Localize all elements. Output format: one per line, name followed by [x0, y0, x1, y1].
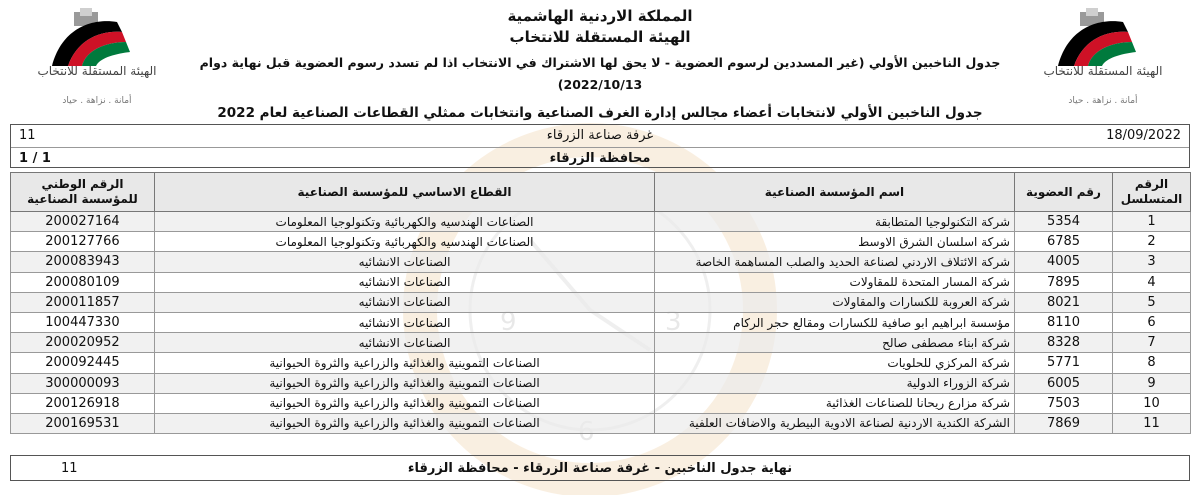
sector-cell: الصناعات التموينية والغذائية والزراعية والثروة الحيوانية: [155, 353, 655, 373]
table-row: [11, 292, 1191, 312]
sector-cell: الصناعات الانشائيه: [155, 272, 655, 292]
seq-cell: 6: [1113, 312, 1191, 332]
national-cell: 200127766: [11, 232, 155, 252]
logo-motto: أمانة . نزاهة . حياد: [62, 96, 132, 106]
seq-cell: 9: [1113, 373, 1191, 393]
commission-logo-right: [1028, 8, 1178, 113]
seq-cell: 11: [1113, 413, 1191, 433]
name-cell: شركة ابناء مصطفى صالح: [655, 333, 1015, 353]
logo-motto: أمانة . نزاهة . حياد: [1068, 96, 1138, 106]
seq-cell: 10: [1113, 393, 1191, 413]
table-row: [11, 252, 1191, 272]
header-sector: القطاع الاساسي للمؤسسة الصناعية: [155, 173, 655, 212]
membership-cell: 8021: [1015, 292, 1113, 312]
header-seq: الرقم المتسلسل: [1113, 173, 1191, 212]
table-row: [11, 333, 1191, 353]
name-cell: شركة المركزي للحلويات: [655, 353, 1015, 373]
commission-logo-left: [22, 8, 172, 113]
sector-cell: الصناعات الهندسيه والكهربائية وتكنولوجيا المعلومات: [155, 212, 655, 232]
national-cell: 200080109: [11, 272, 155, 292]
unpaid-note: جدول الناخبين الأولي (غير المسددين لرسوم العضوية - لا يحق لها الاشتراك في الانتخاب اذا لم تسدد رسوم العضوية قبل نهاية دوام 2022/10/13): [199, 55, 1001, 92]
print-date: 18/09/2022: [1106, 128, 1181, 143]
seq-cell: 5: [1113, 292, 1191, 312]
sector-cell: الصناعات الهندسيه والكهربائية وتكنولوجيا المعلومات: [155, 232, 655, 252]
sector-cell: الصناعات التموينية والغذائية والزراعية والثروة الحيوانية: [155, 393, 655, 413]
table-row: [11, 232, 1191, 252]
national-cell: 200126918: [11, 393, 155, 413]
ballot-box-flag-icon: [1028, 8, 1178, 68]
sector-cell: الصناعات الانشائيه: [155, 292, 655, 312]
name-cell: شركة الائتلاف الاردني لصناعة الحديد والصلب المساهمة الخاصة: [655, 252, 1015, 272]
national-cell: 100447330: [11, 312, 155, 332]
national-cell: 200083943: [11, 252, 155, 272]
name-cell: شركة مزارع ريحانا للصناعات الغذائية: [655, 393, 1015, 413]
name-cell: شركة العروبة للكسارات والمقاولات: [655, 292, 1015, 312]
chamber-name: غرفة صناعة الزرقاء: [546, 128, 654, 143]
logo-org-name: الهيئة المستقلة للانتخاب: [37, 64, 157, 78]
chamber-info-box: [10, 124, 1190, 168]
national-cell: 300000093: [11, 373, 155, 393]
table-footer: [10, 455, 1190, 481]
voters-table: [10, 172, 1191, 434]
table-row: [11, 272, 1191, 292]
sector-cell: الصناعات الانشائيه: [155, 252, 655, 272]
footer-text: نهاية جدول الناخبين - غرفة صناعة الزرقاء - محافظة الزرقاء: [407, 461, 793, 476]
membership-cell: 7503: [1015, 393, 1113, 413]
table-row: [11, 312, 1191, 332]
table-row: [11, 413, 1191, 433]
sector-cell: الصناعات الانشائيه: [155, 312, 655, 332]
ballot-box-flag-icon: [22, 8, 172, 68]
table-row: [11, 373, 1191, 393]
info-row-governorate: [11, 147, 1189, 170]
voter-count: 11: [19, 128, 36, 143]
seq-cell: 4: [1113, 272, 1191, 292]
membership-cell: 7869: [1015, 413, 1113, 433]
sector-cell: الصناعات التموينية والغذائية والزراعية والثروة الحيوانية: [155, 413, 655, 433]
name-cell: مؤسسة ابراهيم ابو صافية للكسارات ومقالع حجر الركام: [655, 312, 1015, 332]
membership-cell: 4005: [1015, 252, 1113, 272]
seq-cell: 7: [1113, 333, 1191, 353]
table-row: [11, 393, 1191, 413]
page-number: 1 / 1: [19, 151, 51, 166]
svg-text:3: 3: [665, 307, 682, 337]
kingdom-title: المملكة الاردنية الهاشمية: [507, 7, 693, 25]
national-cell: 200092445: [11, 353, 155, 373]
national-cell: 200011857: [11, 292, 155, 312]
membership-cell: 7895: [1015, 272, 1113, 292]
seq-cell: 8: [1113, 353, 1191, 373]
membership-cell: 8110: [1015, 312, 1113, 332]
sector-cell: الصناعات الانشائيه: [155, 333, 655, 353]
membership-cell: 8328: [1015, 333, 1113, 353]
commission-title: الهيئة المستقلة للانتخاب: [509, 28, 691, 46]
header-name: اسم المؤسسة الصناعية: [655, 173, 1015, 212]
header-membership: رقم العضوية: [1015, 173, 1113, 212]
seq-cell: 2: [1113, 232, 1191, 252]
national-cell: 200169531: [11, 413, 155, 433]
name-cell: الشركة الكندية الاردنية لصناعة الادوية البيطرية والاضافات العلفية: [655, 413, 1015, 433]
footer-count: 11: [61, 461, 78, 476]
name-cell: شركة التكنولوجيا المتطابقة: [655, 212, 1015, 232]
table-header-row: [11, 173, 1191, 212]
seq-cell: 3: [1113, 252, 1191, 272]
document-header: [180, 6, 1020, 124]
membership-cell: 5771: [1015, 353, 1113, 373]
table-row: [11, 353, 1191, 373]
name-cell: شركة اسلسان الشرق الاوسط: [655, 232, 1015, 252]
document-subtitle: جدول الناخبين الأولي لانتخابات أعضاء مجالس إدارة الغرف الصناعية وانتخابات ممثلي القطاعات الصناعية لعام 2022: [217, 105, 983, 121]
svg-text:9: 9: [500, 307, 517, 337]
membership-cell: 5354: [1015, 212, 1113, 232]
seq-cell: 1: [1113, 212, 1191, 232]
info-row-chamber: [11, 125, 1189, 147]
table-row: [11, 212, 1191, 232]
sector-cell: الصناعات التموينية والغذائية والزراعية والثروة الحيوانية: [155, 373, 655, 393]
logo-org-name: الهيئة المستقلة للانتخاب: [1043, 64, 1163, 78]
membership-cell: 6785: [1015, 232, 1113, 252]
header-national: الرقم الوطني للمؤسسة الصناعية: [11, 173, 155, 212]
name-cell: شركة الزوراء الدولية: [655, 373, 1015, 393]
membership-cell: 6005: [1015, 373, 1113, 393]
governorate-name: محافظة الزرقاء: [549, 151, 651, 166]
national-cell: 200027164: [11, 212, 155, 232]
name-cell: شركة المسار المتحدة للمقاولات: [655, 272, 1015, 292]
national-cell: 200020952: [11, 333, 155, 353]
